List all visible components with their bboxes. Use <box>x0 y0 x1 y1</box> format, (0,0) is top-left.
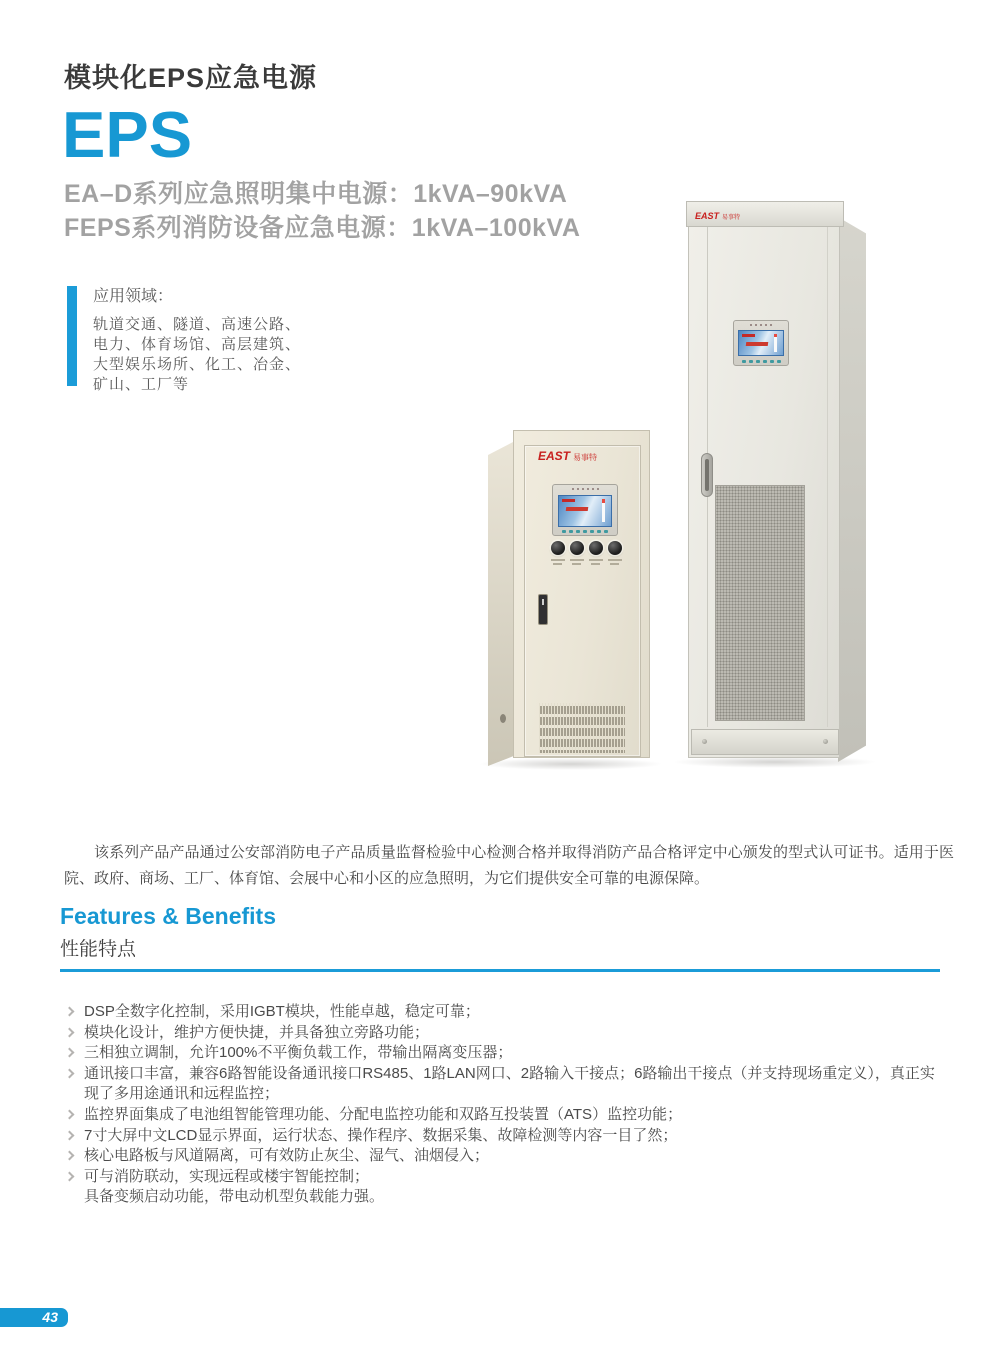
series-subtitles <box>64 177 580 245</box>
door-handle <box>701 453 713 497</box>
door-seam <box>827 227 828 727</box>
indicator-lights <box>553 488 617 490</box>
feature-item <box>66 1043 944 1064</box>
feature-item <box>66 1146 944 1167</box>
cabinet-top-cap <box>686 201 844 227</box>
product-title: EPS <box>62 98 193 171</box>
feature-text: 核心电路板与风道隔离，可有效防止灰尘、湿气、油烟侵入； <box>84 1147 490 1165</box>
bullet-spacer <box>66 1187 84 1193</box>
features-title-cn: 性能特点 <box>60 939 137 960</box>
feature-text: 监控界面集成了电池组智能管理功能、分配电监控功能和双路互投装置（ATS）监控功能； <box>84 1105 683 1123</box>
feature-item <box>66 1126 944 1147</box>
product-image-tall-cabinet <box>672 197 877 782</box>
rocket-graphic <box>774 334 777 352</box>
chevron-bullet-icon <box>66 1105 84 1118</box>
feature-text: 通讯接口丰富，兼容6路智能设备通讯接口RS485、1路LAN网口、2路输入干接点；6路输出干接点（并支持现场重定义），真正实现了多用途通讯和远程监控； <box>84 1064 935 1103</box>
screw-icon <box>702 739 707 744</box>
cabinet-base <box>691 729 839 755</box>
door-lock <box>538 594 548 625</box>
category-title: 模块化EPS应急电源 <box>64 63 318 93</box>
feature-text: 7寸大屏中文LCD显示界面，运行状态、操作程序、数据采集、故障检测等内容一目了然； <box>84 1126 678 1144</box>
rotary-knob <box>550 541 565 565</box>
brand-logo <box>538 451 597 463</box>
product-image-small-cabinet <box>483 427 658 775</box>
lcd-control-panel <box>552 484 618 536</box>
chevron-bullet-icon <box>66 1146 84 1159</box>
panel-buttons <box>553 530 617 533</box>
features-list <box>66 1002 944 1208</box>
feature-item <box>66 1023 944 1044</box>
panel-buttons <box>734 360 788 363</box>
brand-logo <box>695 210 740 223</box>
brand-logo-text: EAST <box>538 449 571 463</box>
section-divider <box>60 969 940 972</box>
features-title-en: Features & Benefits <box>60 903 277 929</box>
chevron-bullet-icon <box>66 1064 84 1077</box>
feature-item <box>66 1167 944 1188</box>
feature-text: 可与消防联动，实现远程或楼宇智能控制； <box>84 1167 370 1185</box>
applications-content <box>93 283 301 395</box>
feature-item <box>66 1064 944 1105</box>
feature-item-continuation <box>66 1187 944 1208</box>
control-knobs <box>550 541 622 565</box>
feature-item <box>66 1105 944 1126</box>
chevron-bullet-icon <box>66 1126 84 1139</box>
cabinet-front <box>513 430 650 758</box>
screw-icon <box>823 739 828 744</box>
brand-logo-cn: 易事特 <box>722 215 741 221</box>
series-line-feps: FEPS系列消防设备应急电源：1kVA–100kVA <box>64 214 581 242</box>
applications-line: 电力、体育场馆、高层建筑、 <box>93 336 302 353</box>
rotary-knob <box>607 541 622 565</box>
applications-box <box>67 283 301 395</box>
page-number: 43 <box>42 1309 58 1325</box>
feature-item <box>66 1002 944 1023</box>
chevron-bullet-icon <box>66 1002 84 1015</box>
series-line-ea-d: EA–D系列应急照明集中电源：1kVA–90kVA <box>64 180 568 208</box>
ventilation-mesh <box>715 485 805 721</box>
cabinet-front-door <box>688 227 840 758</box>
screen-logo-mark <box>742 334 755 337</box>
page-number-badge <box>0 1308 68 1327</box>
applications-line: 轨道交通、隧道、高速公路、 <box>93 316 302 333</box>
cabinet-side-panel <box>838 217 866 762</box>
rotary-knob <box>588 541 603 565</box>
applications-label: 应用领域： <box>93 288 174 305</box>
cable-hole <box>500 714 506 723</box>
ventilation-grille <box>539 703 625 753</box>
lcd-control-panel <box>733 320 789 366</box>
chevron-bullet-icon <box>66 1023 84 1036</box>
intro-paragraph: 该系列产品产品通过公安部消防电子产品质量监督检验中心检测合格并取得消防产品合格评定中心颁发的型式认可证书。适用于医院、政府、商场、工厂、体育馆、会展中心和小区的应急照明，为它们提供安全可靠的电源保障。 <box>64 844 954 887</box>
applications-line: 矿山、工厂等 <box>93 376 190 393</box>
chevron-bullet-icon <box>66 1167 84 1180</box>
applications-line: 大型娱乐场所、化工、冶金、 <box>93 356 302 373</box>
feature-text: 模块化设计，维护方便快捷，并具备独立旁路功能； <box>84 1023 430 1041</box>
chevron-bullet-icon <box>66 1043 84 1056</box>
brand-logo-cn: 易事特 <box>573 453 598 462</box>
rotary-knob <box>569 541 584 565</box>
indicator-lights <box>734 324 788 326</box>
screen-logo-mark <box>562 499 575 502</box>
screen-text-mark <box>566 507 589 511</box>
feature-text: 具备变频启动功能，带电动机型负载能力强。 <box>84 1188 385 1206</box>
lcd-screen <box>738 330 784 356</box>
feature-text: DSP全数字化控制，采用IGBT模块，性能卓越，稳定可靠； <box>84 1003 480 1020</box>
screen-text-mark <box>746 342 769 346</box>
accent-bar <box>67 286 77 386</box>
lcd-screen <box>558 495 612 527</box>
rocket-graphic <box>602 499 605 522</box>
brand-logo-text: EAST <box>695 211 720 221</box>
feature-text: 三相独立调制，允许100%不平衡负载工作，带输出隔离变压器； <box>84 1044 513 1062</box>
